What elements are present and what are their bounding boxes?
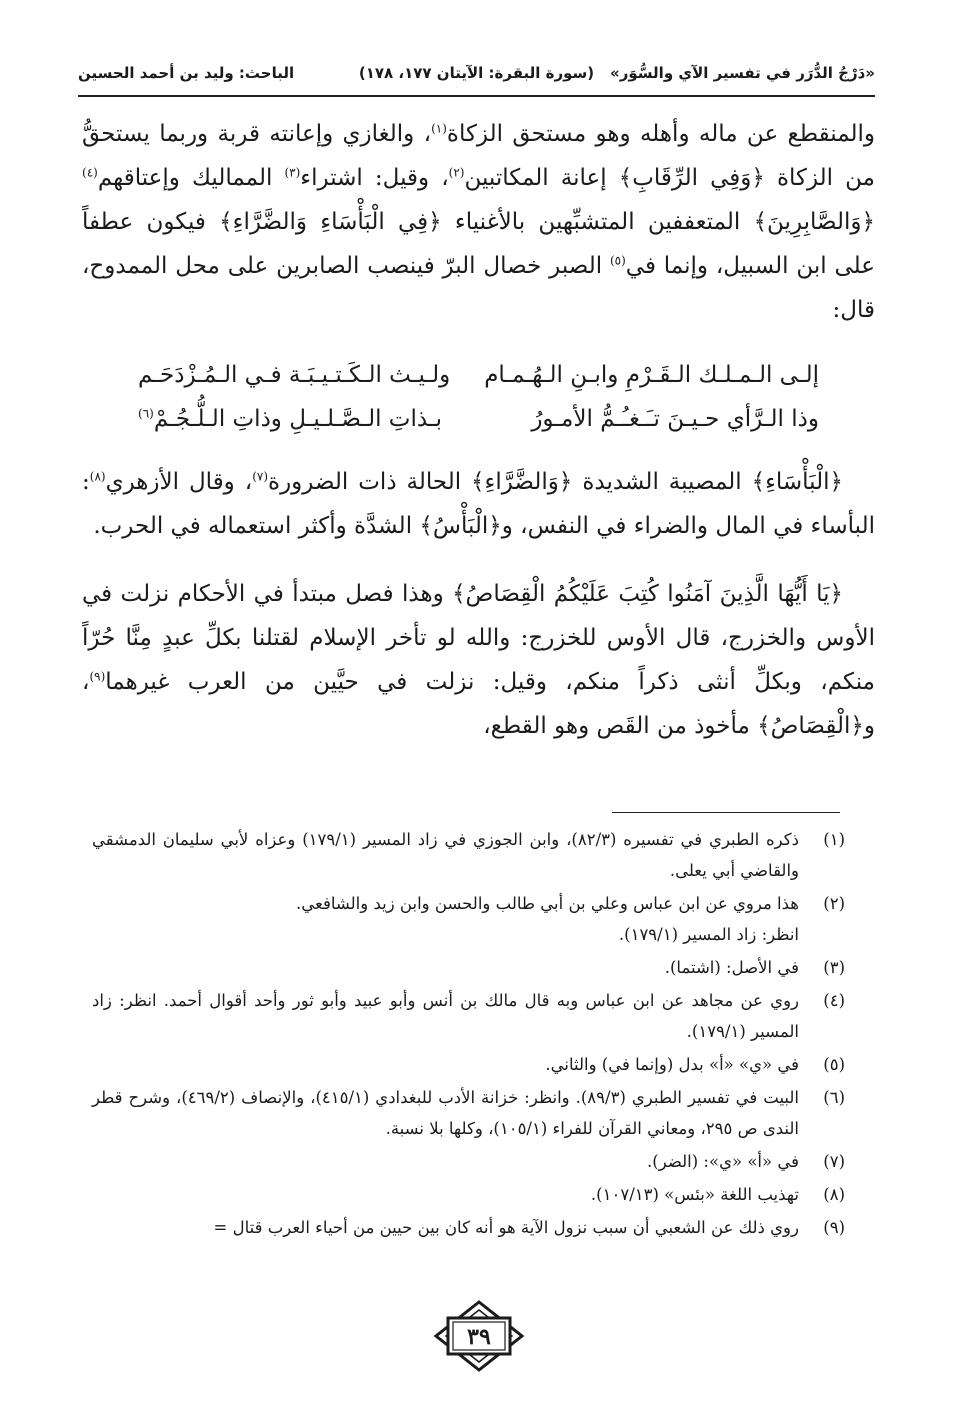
main-text-continued [82,460,875,748]
footnote-number: (٨) [823,1185,845,1204]
footnote-text: روي عن مجاهد عن ابن عباس وبه قال مالك بن أنس وأبو عبيد وأبو ثور وأحد أقوال أحمد. انظر: زاد المسير (١٧٩/١). [92,991,799,1041]
footnote-ref: (٣) [284,165,301,180]
text-run: : البأساء في المال والضراء في النفس، و﴿الْبَأْسُ﴾ الشدَّة وأكثر استعماله في الحرب. [82,469,875,539]
footnote-ref: (١) [431,121,447,136]
footnote [92,1179,845,1210]
running-header [78,56,875,96]
footnote-ref: (٥) [609,253,626,268]
footnote-text: تهذيب اللغة «بئس» (١٠٧/١٣). [590,1185,799,1204]
header-researcher: الباحث: وليد بن أحمد الحسين [78,64,295,82]
page-number-ornament [424,1298,534,1374]
footnote [92,1049,845,1080]
text-run: المماليك وإعتاقهم [97,165,285,191]
footnote-ref: (٨) [89,469,106,484]
footnote-ref: (٢) [448,165,465,180]
footnote-text: هذا مروي عن ابن عباس وعلي بن أبي طالب والحسن وابن زيد والشافعي. [296,894,799,913]
text-run: ، وقال الأزهري [105,469,253,495]
footnote [92,985,845,1047]
footnote-text: في «أ» «ي»: (الضر). [647,1152,799,1171]
text-run: ﴿الْبَأْسَاءِ﴾ المصيبة الشديدة ﴿وَالضَّرَّاءِ﴾ الحالة ذات الضرورة [268,469,843,495]
footnote-text: ذكره الطبري في تفسيره (٨٢/٣)، وابن الجوزي في زاد المسير (١٧٩/١) وعزاه لأبي سليمان الدمشقي والقاضي أبي يعلى. [92,830,799,880]
footnote-number: (٩) [823,1218,845,1237]
main-text [82,112,875,332]
footnote [92,1082,845,1144]
footnote-ref: (٤) [82,165,98,180]
page-number: ٣٩ [467,1324,491,1350]
header-surah-info: (سورة البقرة: الآيتان ١٧٧، ١٧٨) [358,64,595,82]
poem-verse-1 [138,362,819,402]
footnote [92,1146,845,1177]
paragraph-2 [82,460,875,548]
footnote-divider [612,812,840,813]
footnote-number: (٣) [823,958,845,977]
verse-2-second-hemistich: بـذاتِ الـصَّـلـيـلِ وذاتِ الـلُّـجُـمْ$^{(٦)}$ [138,406,443,432]
footnote [92,888,845,950]
text-run: ، وقيل: اشتراء [300,165,449,191]
text-run: ، و﴿الْقِصَاصُ﴾ مأخوذ من القَص وهو القطع، [82,669,875,739]
footnotes-section [92,824,845,1243]
footnote-text: البيت في تفسير الطبري (٨٩/٣). وانظر: خزانة الأدب للبغدادي (٤١٥/١)، والإنصاف (٤٦٩/٢)، وشرح قطر الندى ص ٢٩٥، ومعاني القرآن للفراء (١٠٥/١)، وكلها بلا نسبة. [92,1088,800,1138]
footnote-text: في «ي» «أ» بدل (وإنما في) والثاني. [545,1055,799,1074]
verse-2-first-hemistich: وذا الـرَّأي حـيـنَ تـَـغـُـمُّ الأمـورُ [531,406,819,432]
text-run: الصبر خصال البرّ فينصب الصابرين على محل الممدوح، قال: [82,253,875,323]
footnote-number: (٥) [823,1055,845,1074]
text-run: ﴿وَالصَّابِرِينَ﴾ المتعففين المتشبِّهين بالأغنياء ﴿فِي الْبَأْسَاءِ وَالضَّرَّاءِ﴾ فيكون عطفاً على ابن السبيل، وإنما في [82,209,876,279]
footnote [92,952,845,983]
footnote-text-line2: انظر: زاد المسير (١٧٩/١). [618,925,799,944]
verse-1-first-hemistich: إلـى الـمـلـك الـقَـرْمِ وابـنِ الـهُـمـام [484,362,819,388]
footnote-number: (١) [823,830,845,849]
footnote-ref: (٦) [138,406,154,421]
footnote-number: (٦) [823,1088,845,1107]
footnote-text: روي ذلك عن الشعبي أن سبب نزول الآية هو أنه كان بين حيين من أحياء العرب قتال = [213,1218,799,1237]
footnote [92,824,845,886]
poem-verse-2 [138,406,819,446]
text-run: ، والغازي وإعانته قربة وربما يستحقُّ من الزكاة ﴿وَفِي الرِّقَابِ﴾ إعانة المكاتبين [82,121,875,191]
footnote [92,1212,845,1243]
paragraph-1 [82,112,875,332]
text-run: ﴿يَا أَيُّهَا الَّذِينَ آمَنُوا كُتِبَ عَلَيْكُمُ الْقِصَاصُ﴾ وهذا فصل مبتدأ في الأحكام نزلت في الأوس والخزرج، قال الأوس للخزرج: والله لو تأخر الإسلام لقتلنا بكلِّ عبدٍ مِنَّا حُرّاً منكم، وبكلِّ أنثى ذكراً منكم، وقيل: نزلت في حيَّين من العرب غيرهما [82,581,875,695]
header-book-title: «دَرْجُ الدُّرَر في تفسير الآي والسُّوَر» [610,64,875,82]
footnote-ref: (٧) [252,469,269,484]
text-run: والمنقطع عن ماله وأهله وهو مستحق الزكاة [446,121,876,147]
paragraph-3 [82,572,875,748]
footnote-number: (٧) [823,1152,845,1171]
verse-1-second-hemistich: ولـيـث الـكَـتـيـبَـة فـي الـمُـزْدَحَـم [138,362,451,388]
header-divider [78,95,875,97]
footnote-ref: (٩) [89,669,106,684]
footnote-number: (٢) [823,894,845,913]
footnote-number: (٤) [823,991,845,1010]
footnote-text: في الأصل: (اشتما). [664,958,799,977]
